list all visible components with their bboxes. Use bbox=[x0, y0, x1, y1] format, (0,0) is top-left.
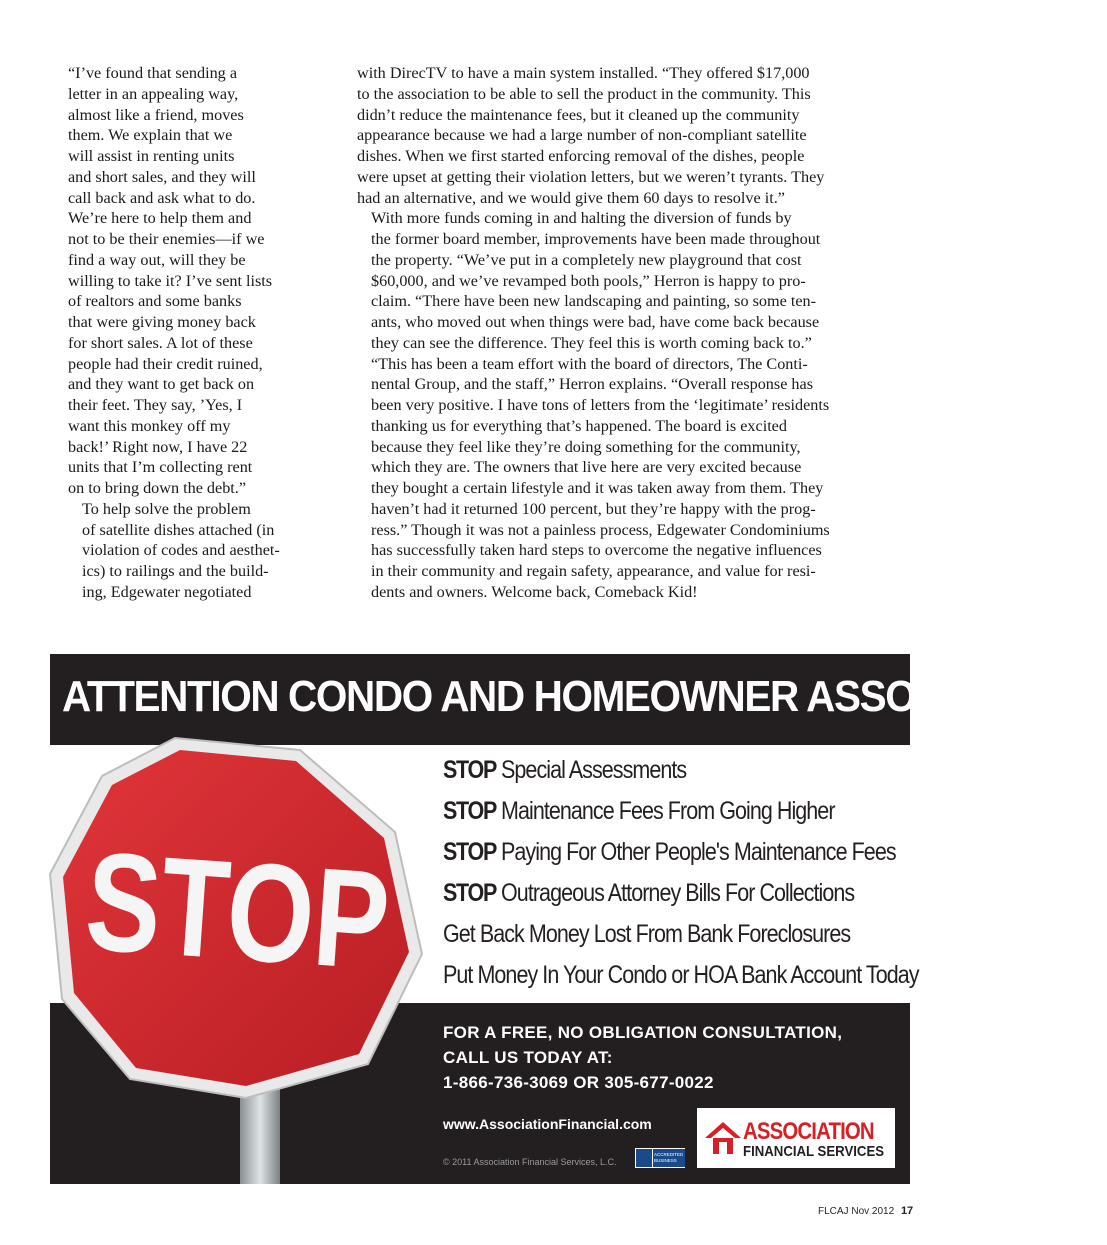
company-logo bbox=[697, 1108, 895, 1168]
benefit-item bbox=[443, 961, 919, 1002]
text-line: units that I’m collecting rent bbox=[68, 458, 253, 477]
text-line: violation of codes and aesthet- bbox=[82, 541, 280, 560]
article-right-column bbox=[357, 63, 867, 603]
text-line: “This has been a team effort with the board of directors, The Conti- bbox=[371, 354, 808, 373]
text-line: ress.” Though it was not a painless process, Edgewater Condominiums bbox=[371, 520, 830, 539]
benefit-item bbox=[443, 797, 839, 838]
text-line: dishes. When we first started enforcing removal of the dishes, people bbox=[357, 147, 805, 165]
text-line: that were giving money back bbox=[68, 313, 256, 331]
text-line: “I’ve found that sending a bbox=[68, 64, 238, 82]
left-paragraph-1 bbox=[68, 63, 293, 499]
bbb-accredited-badge bbox=[635, 1148, 685, 1168]
article-left-column bbox=[68, 63, 293, 603]
text-line: them. We explain that we bbox=[68, 126, 233, 145]
text-line: for short sales. A lot of these bbox=[68, 333, 253, 352]
text-line: dents and owners. Welcome back, Comeback Kid! bbox=[371, 582, 698, 601]
text-line: To help solve the problem bbox=[82, 499, 251, 518]
text-line: find a way out, will they be bbox=[68, 250, 246, 269]
left-paragraph-2 bbox=[68, 499, 293, 603]
benefit-text: Outrageous Attorney Bills For Collections bbox=[495, 879, 855, 907]
text-line: back!’ Right now, I have 22 bbox=[68, 437, 248, 456]
text-line: ing, Edgewater negotiated bbox=[82, 582, 252, 601]
ad-headline: ATTENTION CONDO AND HOMEOWNER ASSOCIATIONS! bbox=[62, 672, 1107, 721]
text-line: which they are. The owners that live here are very excited because bbox=[371, 458, 802, 477]
benefit-item bbox=[443, 838, 896, 879]
logo-subtitle: FINANCIAL SERVICES bbox=[743, 1143, 885, 1160]
text-line: because they feel like they’re doing something for the community, bbox=[371, 437, 801, 456]
benefit-text: Maintenance Fees From Going Higher bbox=[495, 797, 835, 825]
text-line: they bought a certain lifestyle and it was taken away from them. They bbox=[371, 479, 824, 497]
text-line: they can see the difference. They feel this is worth coming back to.” bbox=[371, 333, 812, 352]
text-line: in their community and regain safety, appearance, and value for resi- bbox=[371, 562, 816, 580]
page-footer bbox=[818, 1205, 913, 1217]
text-line: the property. “We’ve put in a completely new playground that cost bbox=[371, 250, 802, 269]
text-line: on to bring down the debt.” bbox=[68, 479, 247, 497]
text-line: thanking us for everything that’s happened. The board is excited bbox=[371, 416, 787, 435]
bbb-text-2: BUSINESS bbox=[654, 1158, 677, 1163]
text-line: call back and ask what to do. bbox=[68, 188, 256, 207]
benefit-text: Paying For Other People's Maintenance Fees bbox=[495, 838, 896, 866]
benefit-text: Put Money In Your Condo or HOA Bank Account Today bbox=[443, 961, 919, 989]
stop-sign-icon bbox=[50, 734, 430, 1184]
stop-prefix: STOP bbox=[443, 797, 496, 825]
benefit-item bbox=[443, 756, 839, 797]
right-paragraph-2 bbox=[357, 208, 867, 353]
text-line: ants, who moved out when things were bad, have come back because bbox=[371, 313, 820, 331]
ad-call-to-action bbox=[443, 1020, 903, 1095]
bbb-text-1: ACCREDITED bbox=[654, 1152, 684, 1157]
text-line: and they want to get back on bbox=[68, 375, 255, 394]
text-line: had an alternative, and we would give them 60 days to resolve it.” bbox=[357, 188, 785, 207]
bbb-torch-icon bbox=[636, 1149, 652, 1167]
stop-sign-text: STOP bbox=[81, 821, 395, 1000]
text-line: their feet. They say, ’Yes, I bbox=[68, 396, 243, 414]
text-line: nental Group, and the staff,” Herron explains. “Overall response has bbox=[371, 375, 814, 394]
cta-line-1: FOR A FREE, NO OBLIGATION CONSULTATION, bbox=[443, 1023, 843, 1042]
text-line: people had their credit ruined, bbox=[68, 354, 263, 373]
text-line: been very positive. I have tons of letters from the ‘legitimate’ residents bbox=[371, 396, 830, 414]
website-link[interactable]: www.AssociationFinancial.com bbox=[443, 1116, 652, 1132]
house-roof-icon bbox=[705, 1120, 741, 1156]
text-line: We’re here to help them and bbox=[68, 209, 252, 228]
advertisement bbox=[50, 654, 1107, 1184]
phone-numbers[interactable]: 1-866-736-3069 OR 305-677-0022 bbox=[443, 1073, 714, 1092]
text-line: didn’t reduce the maintenance fees, but it cleaned up the community bbox=[357, 105, 800, 124]
benefit-text: Get Back Money Lost From Bank Foreclosures bbox=[443, 920, 851, 948]
text-line: almost like a friend, moves bbox=[68, 105, 244, 124]
benefit-item bbox=[443, 879, 855, 920]
text-line: letter in an appealing way, bbox=[68, 84, 239, 103]
text-line: With more funds coming in and halting the diversion of funds by bbox=[371, 209, 792, 228]
ad-benefits-list bbox=[443, 756, 919, 1002]
issue-date: Nov 2012 bbox=[851, 1206, 895, 1217]
text-line: has successfully taken hard steps to overcome the negative influences bbox=[371, 541, 822, 560]
text-line: claim. “There have been new landscaping and painting, so some ten- bbox=[371, 292, 816, 311]
cta-line-2: CALL US TODAY AT: bbox=[443, 1048, 613, 1067]
text-line: haven’t had it returned 100 percent, but they’re happy with the prog- bbox=[371, 499, 816, 518]
text-line: of satellite dishes attached (in bbox=[82, 520, 275, 539]
text-line: with DirecTV to have a main system installed. “They offered $17,000 bbox=[357, 64, 810, 82]
right-paragraph-1 bbox=[357, 63, 867, 208]
text-line: ics) to railings and the build- bbox=[82, 562, 269, 580]
text-line: and short sales, and they will bbox=[68, 167, 256, 186]
text-line: to the association to be able to sell the product in the community. This bbox=[357, 84, 811, 103]
right-paragraph-3 bbox=[357, 354, 867, 603]
page-number: 17 bbox=[900, 1205, 914, 1217]
stop-prefix: STOP bbox=[443, 838, 496, 866]
text-line: the former board member, improvements have been made throughout bbox=[371, 230, 821, 248]
text-line: of realtors and some banks bbox=[68, 292, 242, 311]
text-line: appearance because we had a large number of non-compliant satellite bbox=[357, 126, 807, 145]
stop-prefix: STOP bbox=[443, 879, 496, 907]
copyright-notice: © 2011 Association Financial Services, L.C. bbox=[443, 1157, 617, 1167]
benefit-item bbox=[443, 920, 851, 961]
text-line: not to be their enemies—if we bbox=[68, 230, 265, 248]
stop-sign-image bbox=[50, 734, 430, 1184]
logo-name: ASSOCIATION bbox=[743, 1118, 874, 1145]
text-line: will assist in renting units bbox=[68, 147, 235, 165]
text-line: willing to take it? I’ve sent lists bbox=[68, 271, 273, 290]
text-line: $60,000, and we’ve revamped both pools,” Herron is happy to pro- bbox=[371, 271, 806, 290]
publication-name: FLCAJ bbox=[818, 1206, 849, 1217]
text-line: want this monkey off my bbox=[68, 416, 231, 435]
benefit-text: Special Assessments bbox=[495, 756, 687, 784]
text-line: were upset at getting their violation letters, but we weren’t tyrants. They bbox=[357, 167, 825, 186]
ad-header-band bbox=[50, 654, 1107, 745]
stop-prefix: STOP bbox=[443, 756, 496, 784]
